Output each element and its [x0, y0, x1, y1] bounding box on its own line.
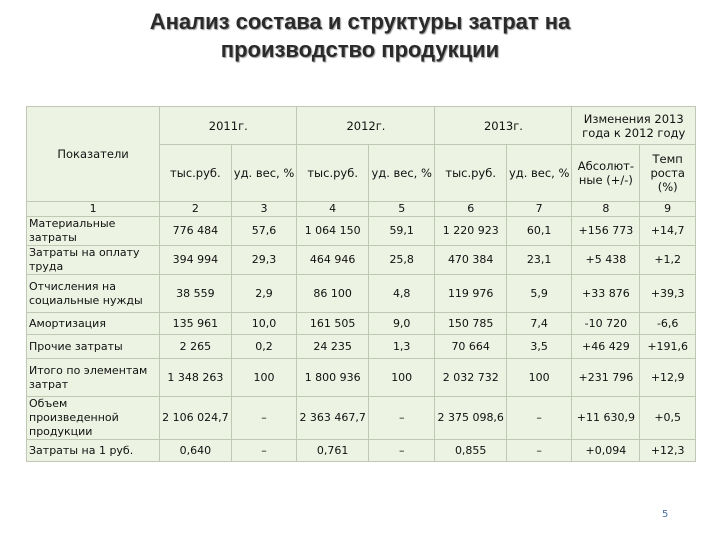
cell-2012-share: 4,8 — [368, 275, 435, 313]
cell-2011-value: 394 994 — [160, 246, 231, 275]
header-row-years — [27, 107, 696, 145]
cell-2012-share: 25,8 — [368, 246, 435, 275]
header-thous-rub-2011: тыс.руб. — [160, 145, 231, 202]
header-share-2012: уд. вес, % — [368, 145, 435, 202]
cell-growth-rate: +0,5 — [640, 397, 696, 440]
column-number: 4 — [297, 202, 368, 217]
row-label: Объем произведенной продукции — [27, 397, 160, 440]
column-number: 6 — [435, 202, 506, 217]
cell-2011-value: 38 559 — [160, 275, 231, 313]
cell-2012-value: 1 064 150 — [297, 217, 368, 246]
table-row — [27, 397, 696, 440]
cost-structure-table — [26, 106, 696, 462]
cell-2012-value: 1 800 936 — [297, 359, 368, 397]
column-number: 9 — [640, 202, 696, 217]
cell-absolute-change: +0,094 — [572, 440, 640, 462]
cell-2012-value: 2 363 467,7 — [297, 397, 368, 440]
cell-2011-share: – — [231, 440, 297, 462]
page-number: 5 — [662, 509, 669, 520]
header-changes: Изменения 2013 года к 2012 году — [572, 107, 696, 145]
header-thous-rub-2013: тыс.руб. — [435, 145, 506, 202]
cell-2011-value: 2 265 — [160, 335, 231, 359]
header-share-2011: уд. вес, % — [231, 145, 297, 202]
cell-2011-value: 1 348 263 — [160, 359, 231, 397]
cell-absolute-change: +46 429 — [572, 335, 640, 359]
table-row — [27, 313, 696, 335]
cell-absolute-change: +11 630,9 — [572, 397, 640, 440]
header-indicators: Показатели — [27, 107, 160, 202]
cell-absolute-change: +231 796 — [572, 359, 640, 397]
cell-2013-value: 150 785 — [435, 313, 506, 335]
cell-2013-share: 60,1 — [506, 217, 571, 246]
cell-2012-share: – — [368, 440, 435, 462]
header-year-2011: 2011г. — [160, 107, 297, 145]
cell-2012-value: 86 100 — [297, 275, 368, 313]
cell-growth-rate: +14,7 — [640, 217, 696, 246]
header-growth-rate: Темп роста (%) — [640, 145, 696, 202]
cell-2012-value: 161 505 — [297, 313, 368, 335]
row-label: Затраты на оплату труда — [27, 246, 160, 275]
cell-growth-rate: +39,3 — [640, 275, 696, 313]
title-line-2: производство продукции — [220, 37, 500, 62]
cell-2012-share: 9,0 — [368, 313, 435, 335]
cell-2011-share: – — [231, 397, 297, 440]
cell-2012-share: – — [368, 397, 435, 440]
row-label: Материальные затраты — [27, 217, 160, 246]
header-year-2013: 2013г. — [435, 107, 572, 145]
cell-growth-rate: -6,6 — [640, 313, 696, 335]
cell-2013-value: 0,855 — [435, 440, 506, 462]
column-number: 2 — [160, 202, 231, 217]
cell-2011-value: 2 106 024,7 — [160, 397, 231, 440]
cell-2012-value: 464 946 — [297, 246, 368, 275]
column-number: 3 — [231, 202, 297, 217]
cell-2013-value: 2 375 098,6 — [435, 397, 506, 440]
cell-2011-value: 0,640 — [160, 440, 231, 462]
cell-absolute-change: +5 438 — [572, 246, 640, 275]
cell-2011-share: 2,9 — [231, 275, 297, 313]
header-absolute: Абсолют-ные (+/-) — [572, 145, 640, 202]
cell-2013-share: 23,1 — [506, 246, 571, 275]
row-label: Итого по элементам затрат — [27, 359, 160, 397]
cell-2012-value: 24 235 — [297, 335, 368, 359]
cell-2013-share: 5,9 — [506, 275, 571, 313]
cell-2012-value: 0,761 — [297, 440, 368, 462]
column-number-row — [27, 202, 696, 217]
cell-growth-rate: +12,9 — [640, 359, 696, 397]
cell-2013-value: 70 664 — [435, 335, 506, 359]
cell-2013-share: 7,4 — [506, 313, 571, 335]
row-label: Прочие затраты — [27, 335, 160, 359]
header-thous-rub-2012: тыс.руб. — [297, 145, 368, 202]
cell-growth-rate: +1,2 — [640, 246, 696, 275]
column-number: 7 — [506, 202, 571, 217]
cell-2013-value: 1 220 923 — [435, 217, 506, 246]
column-number: 8 — [572, 202, 640, 217]
cell-absolute-change: -10 720 — [572, 313, 640, 335]
row-label: Отчисления на социальные нужды — [27, 275, 160, 313]
table-row — [27, 217, 696, 246]
cell-2011-share: 10,0 — [231, 313, 297, 335]
row-label: Амортизация — [27, 313, 160, 335]
cell-growth-rate: +12,3 — [640, 440, 696, 462]
header-share-2013: уд. вес, % — [506, 145, 571, 202]
page-title — [0, 8, 720, 64]
cell-2013-share: 3,5 — [506, 335, 571, 359]
cell-2011-share: 57,6 — [231, 217, 297, 246]
cell-2013-share: 100 — [506, 359, 571, 397]
column-number: 1 — [27, 202, 160, 217]
cell-2011-share: 0,2 — [231, 335, 297, 359]
title-line-1: Анализ состава и структуры затрат на — [149, 9, 571, 34]
cell-2013-share: – — [506, 440, 571, 462]
row-label: Затраты на 1 руб. — [27, 440, 160, 462]
cell-2011-value: 135 961 — [160, 313, 231, 335]
header-year-2012: 2012г. — [297, 107, 435, 145]
table-row — [27, 335, 696, 359]
cell-2012-share: 1,3 — [368, 335, 435, 359]
table-row — [27, 440, 696, 462]
cell-2011-share: 29,3 — [231, 246, 297, 275]
column-number: 5 — [368, 202, 435, 217]
cell-2013-value: 119 976 — [435, 275, 506, 313]
cell-growth-rate: +191,6 — [640, 335, 696, 359]
cell-absolute-change: +156 773 — [572, 217, 640, 246]
cell-2013-share: – — [506, 397, 571, 440]
table-row — [27, 359, 696, 397]
table-row — [27, 275, 696, 313]
cell-2012-share: 59,1 — [368, 217, 435, 246]
table-row — [27, 246, 696, 275]
cell-2013-value: 470 384 — [435, 246, 506, 275]
cell-2011-share: 100 — [231, 359, 297, 397]
cell-2011-value: 776 484 — [160, 217, 231, 246]
cell-2013-value: 2 032 732 — [435, 359, 506, 397]
cell-2012-share: 100 — [368, 359, 435, 397]
cell-absolute-change: +33 876 — [572, 275, 640, 313]
